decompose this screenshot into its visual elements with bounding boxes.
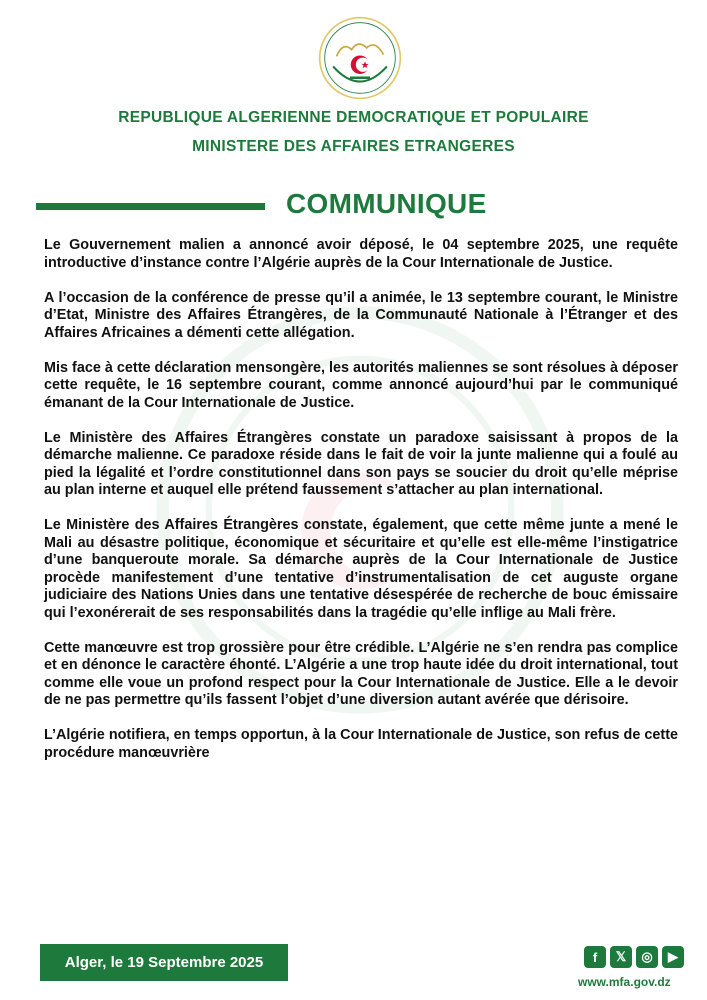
date-text: Alger, le 19 Septembre 2025 bbox=[64, 954, 264, 971]
website-link[interactable]: www.mfa.gov.dz bbox=[578, 975, 671, 989]
paragraph-1: Le Gouvernement malien a annoncé avoir déposé, le 04 septembre 2025, une requête introductive d’instance contre l’Algérie auprès de la Cour Internationale de Justice. bbox=[44, 237, 678, 271]
date-banner bbox=[40, 944, 288, 981]
document-title: COMMUNIQUE bbox=[286, 188, 487, 219]
paragraph-3: Mis face à cette déclaration mensongère, les autorités maliennes se sont résolues à déposer cette requête, le 16 septembre courant, comme annoncé aujourd’hui par le communiqué émanant de la Cour Internationale de Justice. bbox=[44, 359, 678, 411]
facebook-icon[interactable]: f bbox=[584, 946, 606, 968]
instagram-icon[interactable]: ◎ bbox=[636, 946, 658, 968]
paragraph-2: A l’occasion de la conférence de presse qu’il a animée, le 13 septembre courant, le Ministre d’Etat, Ministre des Affaires Étrangères, de la Communauté Nationale à l’Étranger et des Affaires Africaines a démenti cette allégation. bbox=[44, 289, 678, 341]
paragraph-5: Le Ministère des Affaires Étrangères constate, également, que cette même junte a mené le Mali au désastre politique, économique et sécuritaire et qu’elle est elle-même l’instigatrice d’une banqueroute morale. Sa démarche auprès de la Cour Internationale de Justice procède manifestement d’une tentative d’instrumentalisation de cet auguste organe judiciaire des Nations Unies dans une tentative désespérée de recherche de bouc émissaire qui l’exonérerait de ses responsabilités dans la tragédie qu’elle inflige au Mali frère. bbox=[44, 517, 678, 621]
paragraph-7: L’Algérie notifiera, en temps opportun, à la Cour Internationale de Justice, son refus de cette procédure manœuvrière bbox=[44, 727, 678, 761]
header-republic: REPUBLIQUE ALGERIENNE DEMOCRATIQUE ET POPULAIRE bbox=[118, 109, 589, 126]
youtube-icon[interactable]: ▶ bbox=[662, 946, 684, 968]
communique-body bbox=[44, 237, 678, 780]
paragraph-6: Cette manœuvre est trop grossière pour être crédible. L’Algérie ne s’en rendra pas complice et en dénonce le caractère éhonté. L’Algérie a une trop haute idée du droit international, tout comme elle voue un profond respect pour la Cour Internationale de Justice. Elle a le devoir de ne pas permettre qu’ils fassent l’objet d’une diversion autant avérée que dérisoire. bbox=[44, 639, 678, 708]
title-decorative-bar bbox=[36, 203, 265, 210]
ministry-emblem-logo bbox=[318, 16, 402, 100]
x-icon[interactable]: 𝕏 bbox=[610, 946, 632, 968]
social-links bbox=[584, 946, 684, 968]
paragraph-4: Le Ministère des Affaires Étrangères constate un paradoxe saisissant à propos de la démarche malienne. Ce paradoxe réside dans le fait de voir la junte malienne qui a foulé au pied la légalité et l’ordre constitutionnel dans son pays se soucier du droit qu’elle méprise au plan interne et auquel elle prétend faussement s’attacher au plan international. bbox=[44, 429, 678, 498]
header-ministry: MINISTERE DES AFFAIRES ETRANGERES bbox=[192, 138, 515, 155]
